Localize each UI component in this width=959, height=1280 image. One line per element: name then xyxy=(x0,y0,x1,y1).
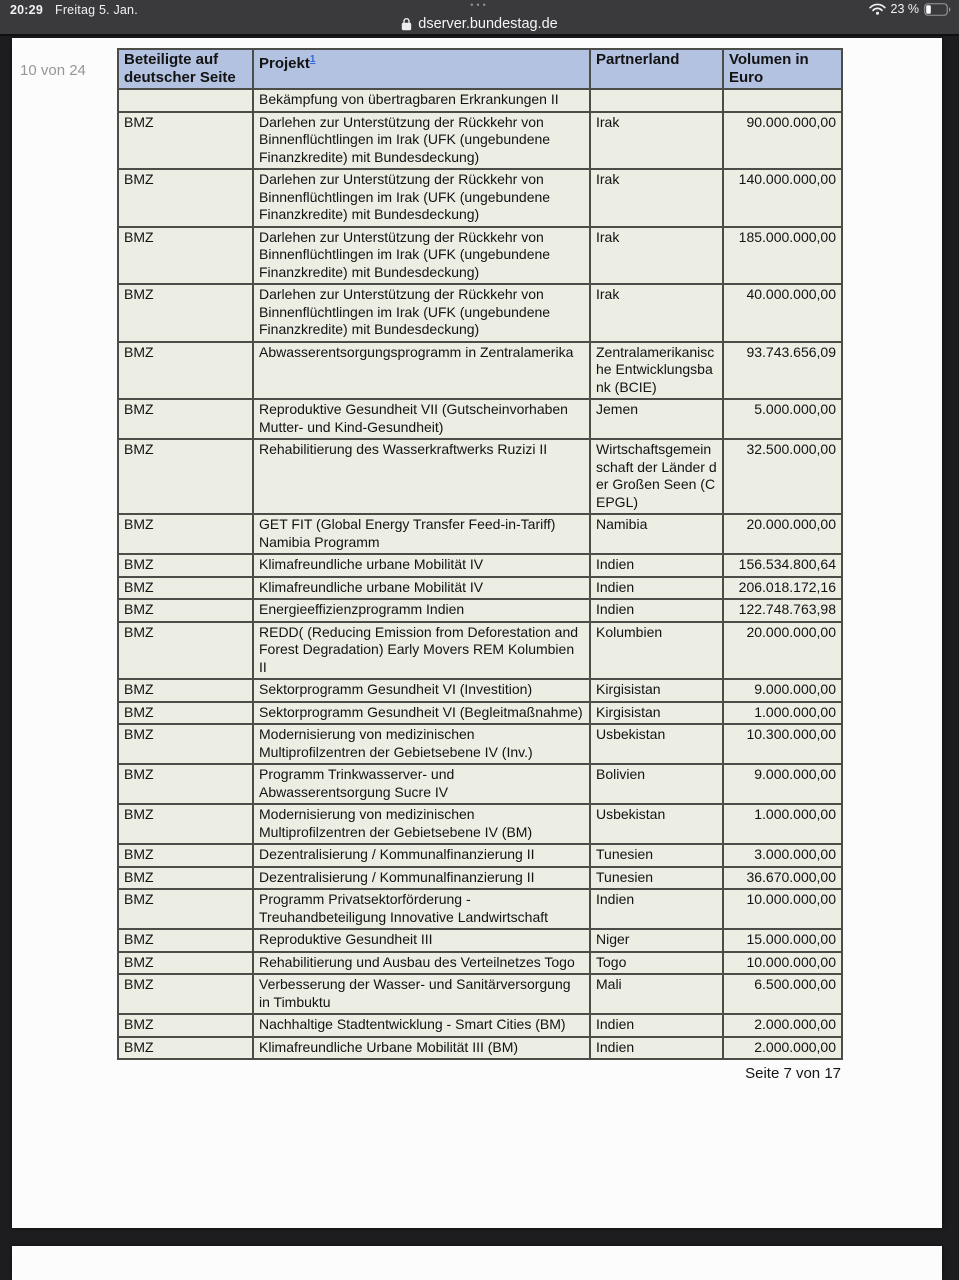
table-header-row xyxy=(118,49,842,89)
cell-org: BMZ xyxy=(118,867,253,890)
cell-org: BMZ xyxy=(118,974,253,1014)
table-row xyxy=(118,439,842,514)
table-row xyxy=(118,89,842,112)
cell-partner: Indien xyxy=(590,554,723,577)
cell-project: Sektorprogramm Gesundheit VI (Investition) xyxy=(253,679,590,702)
cell-project: Dezentralisierung / Kommunalfinanzierung II xyxy=(253,844,590,867)
cell-project: Nachhaltige Stadtentwicklung - Smart Cities (BM) xyxy=(253,1014,590,1037)
cell-project: Darlehen zur Unterstützung der Rückkehr von Binnenflüchtlingen im Irak (UFK (ungebundene Finanzkredite) mit Bundesdeckung) xyxy=(253,227,590,285)
cell-volume: 10.300.000,00 xyxy=(723,724,842,764)
table-row xyxy=(118,514,842,554)
cell-org: BMZ xyxy=(118,1037,253,1060)
table-row xyxy=(118,1014,842,1037)
header-volume: Volumen in Euro xyxy=(723,49,842,89)
cell-partner: Irak xyxy=(590,227,723,285)
projects-table xyxy=(117,48,843,1060)
cell-volume: 9.000.000,00 xyxy=(723,764,842,804)
cell-org: BMZ xyxy=(118,514,253,554)
table-row xyxy=(118,724,842,764)
table-row xyxy=(118,702,842,725)
cell-project: Verbesserung der Wasser- und Sanitärversorgung in Timbuktu xyxy=(253,974,590,1014)
cell-project: Bekämpfung von übertragbaren Erkrankungen II xyxy=(253,89,590,112)
cell-partner: Irak xyxy=(590,284,723,342)
cell-org: BMZ xyxy=(118,577,253,600)
table-row xyxy=(118,1037,842,1060)
cell-volume: 20.000.000,00 xyxy=(723,514,842,554)
cell-volume: 3.000.000,00 xyxy=(723,844,842,867)
cell-org: BMZ xyxy=(118,112,253,170)
cell-org: BMZ xyxy=(118,702,253,725)
pdf-page-next xyxy=(12,1246,942,1280)
cell-partner: Irak xyxy=(590,169,723,227)
cell-org: BMZ xyxy=(118,1014,253,1037)
cell-project: Modernisierung von medizinischen Multiprofilzentren der Gebietsebene IV (Inv.) xyxy=(253,724,590,764)
cell-org: BMZ xyxy=(118,227,253,285)
table-row xyxy=(118,599,842,622)
table-row xyxy=(118,622,842,680)
cell-partner xyxy=(590,89,723,112)
cell-org: BMZ xyxy=(118,889,253,929)
cell-partner: Indien xyxy=(590,1014,723,1037)
cell-partner: Mali xyxy=(590,974,723,1014)
cell-project: Reproduktive Gesundheit III xyxy=(253,929,590,952)
cell-partner: Kolumbien xyxy=(590,622,723,680)
cell-org: BMZ xyxy=(118,554,253,577)
header-project xyxy=(253,49,590,89)
cell-volume: 10.000.000,00 xyxy=(723,952,842,975)
cell-org: BMZ xyxy=(118,599,253,622)
address-bar[interactable] xyxy=(0,14,959,34)
cell-project: Rehabilitierung und Ausbau des Verteilnetzes Togo xyxy=(253,952,590,975)
page-indicator: 10 von 24 xyxy=(20,62,86,79)
cell-partner: Wirtschaftsgemeinschaft der Länder der Großen Seen (CEPGL) xyxy=(590,439,723,514)
cell-org: BMZ xyxy=(118,439,253,514)
table-row xyxy=(118,112,842,170)
cell-project: REDD( (Reducing Emission from Deforestation and Forest Degradation) Early Movers REM Kolumbien II xyxy=(253,622,590,680)
page-footer: Seite 7 von 17 xyxy=(745,1065,841,1082)
table-row xyxy=(118,679,842,702)
cell-volume: 32.500.000,00 xyxy=(723,439,842,514)
cell-project: Klimafreundliche urbane Mobilität IV xyxy=(253,554,590,577)
table-row xyxy=(118,929,842,952)
cell-project: GET FIT (Global Energy Transfer Feed-in-Tariff) Namibia Programm xyxy=(253,514,590,554)
cell-partner: Tunesien xyxy=(590,867,723,890)
table-row xyxy=(118,889,842,929)
cell-project: Modernisierung von medizinischen Multiprofilzentren der Gebietsebene IV (BM) xyxy=(253,804,590,844)
cell-volume: 20.000.000,00 xyxy=(723,622,842,680)
pdf-page xyxy=(12,38,942,1228)
cell-partner: Indien xyxy=(590,889,723,929)
cell-volume: 36.670.000,00 xyxy=(723,867,842,890)
cell-project: Abwasserentsorgungsprogramm in Zentralamerika xyxy=(253,342,590,400)
table-row xyxy=(118,844,842,867)
status-time: 20:29 xyxy=(10,3,43,17)
cell-project: Klimafreundliche urbane Mobilität IV xyxy=(253,577,590,600)
cell-volume: 2.000.000,00 xyxy=(723,1037,842,1060)
cell-volume: 5.000.000,00 xyxy=(723,399,842,439)
header-project-label: Projekt xyxy=(259,55,310,72)
cell-volume: 1.000.000,00 xyxy=(723,702,842,725)
cell-partner: Kirgisistan xyxy=(590,702,723,725)
cell-project: Sektorprogramm Gesundheit VI (Begleitmaßnahme) xyxy=(253,702,590,725)
cell-partner: Indien xyxy=(590,1037,723,1060)
status-bar xyxy=(0,0,959,15)
cell-partner: Usbekistan xyxy=(590,804,723,844)
cell-partner: Zentralamerikanische Entwicklungsbank (BCIE) xyxy=(590,342,723,400)
cell-volume: 206.018.172,16 xyxy=(723,577,842,600)
cell-partner: Indien xyxy=(590,577,723,600)
table-row xyxy=(118,764,842,804)
cell-org: BMZ xyxy=(118,764,253,804)
table-row xyxy=(118,284,842,342)
cell-volume: 6.500.000,00 xyxy=(723,974,842,1014)
cell-partner: Usbekistan xyxy=(590,724,723,764)
cell-org: BMZ xyxy=(118,622,253,680)
table-row xyxy=(118,974,842,1014)
cell-org: BMZ xyxy=(118,284,253,342)
table-row xyxy=(118,399,842,439)
cell-project: Programm Privatsektorförderung - Treuhandbeteiligung Innovative Landwirtschaft xyxy=(253,889,590,929)
lock-icon xyxy=(401,17,412,31)
cell-volume: 15.000.000,00 xyxy=(723,929,842,952)
pdf-viewer[interactable] xyxy=(0,38,959,1280)
cell-volume: 140.000.000,00 xyxy=(723,169,842,227)
cell-partner: Jemen xyxy=(590,399,723,439)
cell-project: Darlehen zur Unterstützung der Rückkehr von Binnenflüchtlingen im Irak (UFK (ungebundene Finanzkredite) mit Bundesdeckung) xyxy=(253,284,590,342)
cell-org: BMZ xyxy=(118,929,253,952)
safari-chrome xyxy=(0,0,959,36)
cell-volume: 122.748.763,98 xyxy=(723,599,842,622)
table-row xyxy=(118,867,842,890)
cell-partner: Bolivien xyxy=(590,764,723,804)
cell-volume: 156.534.800,64 xyxy=(723,554,842,577)
cell-volume: 9.000.000,00 xyxy=(723,679,842,702)
cell-volume: 185.000.000,00 xyxy=(723,227,842,285)
table-row xyxy=(118,804,842,844)
table-row xyxy=(118,952,842,975)
battery-percent: 23 % xyxy=(890,2,919,16)
cell-org: BMZ xyxy=(118,342,253,400)
cell-project: Darlehen zur Unterstützung der Rückkehr von Binnenflüchtlingen im Irak (UFK (ungebundene Finanzkredite) mit Bundesdeckung) xyxy=(253,112,590,170)
table-row xyxy=(118,227,842,285)
cell-org: BMZ xyxy=(118,399,253,439)
cell-org: BMZ xyxy=(118,804,253,844)
cell-project: Dezentralisierung / Kommunalfinanzierung II xyxy=(253,867,590,890)
table-row xyxy=(118,577,842,600)
status-date: Freitag 5. Jan. xyxy=(54,3,138,17)
cell-project: Rehabilitierung des Wasserkraftwerks Ruzizi II xyxy=(253,439,590,514)
cell-volume: 90.000.000,00 xyxy=(723,112,842,170)
cell-volume xyxy=(723,89,842,112)
cell-org: BMZ xyxy=(118,952,253,975)
cell-org: BMZ xyxy=(118,679,253,702)
cell-volume: 93.743.656,09 xyxy=(723,342,842,400)
cell-org: BMZ xyxy=(118,724,253,764)
footnote-link[interactable]: 1 xyxy=(309,54,316,65)
cell-org: BMZ xyxy=(118,844,253,867)
cell-partner: Niger xyxy=(590,929,723,952)
cell-org: BMZ xyxy=(118,169,253,227)
cell-partner: Namibia xyxy=(590,514,723,554)
cell-project: Klimafreundliche Urbane Mobilität III (BM) xyxy=(253,1037,590,1060)
header-partner: Partnerland xyxy=(590,49,723,89)
cell-partner: Tunesien xyxy=(590,844,723,867)
cell-project: Reproduktive Gesundheit VII (Gutscheinvorhaben Mutter- und Kind-Gesundheit) xyxy=(253,399,590,439)
address-bar-domain: dserver.bundestag.de xyxy=(418,16,558,32)
cell-partner: Indien xyxy=(590,599,723,622)
table-row xyxy=(118,342,842,400)
multitask-handle-icon[interactable]: ••• xyxy=(470,0,489,10)
cell-volume: 40.000.000,00 xyxy=(723,284,842,342)
cell-volume: 2.000.000,00 xyxy=(723,1014,842,1037)
cell-project: Energieeffizienzprogramm Indien xyxy=(253,599,590,622)
cell-project: Darlehen zur Unterstützung der Rückkehr von Binnenflüchtlingen im Irak (UFK (ungebundene Finanzkredite) mit Bundesdeckung) xyxy=(253,169,590,227)
cell-volume: 1.000.000,00 xyxy=(723,804,842,844)
cell-partner: Togo xyxy=(590,952,723,975)
cell-partner: Kirgisistan xyxy=(590,679,723,702)
table-row xyxy=(118,169,842,227)
table-row xyxy=(118,554,842,577)
cell-project: Programm Trinkwasserver- und Abwasserentsorgung Sucre IV xyxy=(253,764,590,804)
cell-partner: Irak xyxy=(590,112,723,170)
cell-volume: 10.000.000,00 xyxy=(723,889,842,929)
header-org: Beteiligte auf deutscher Seite xyxy=(118,49,253,89)
cell-org xyxy=(118,89,253,112)
